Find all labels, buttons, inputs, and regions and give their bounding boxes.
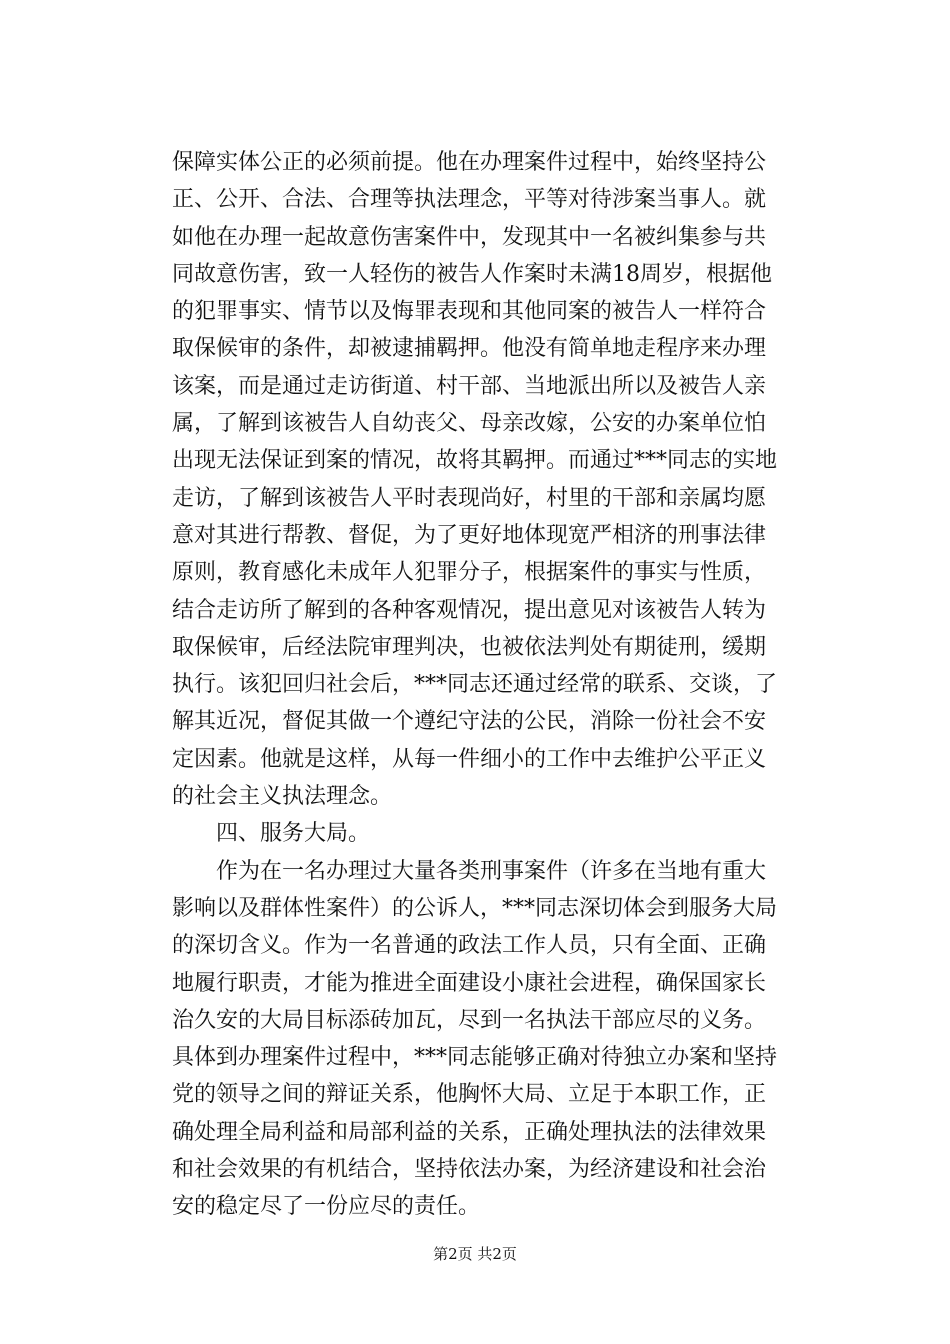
text-line: 正、公开、合法、合理等执法理念，平等对待涉案当事人。就: [172, 187, 767, 213]
text-line: 具体到办理案件过程中，***同志能够正确对待独立办案和坚持: [172, 1045, 778, 1071]
text-line: 执行。该犯回归社会后，***同志还通过经常的联系、交谈，了: [172, 672, 778, 698]
text-line: 同故意伤害，致一人轻伤的被告人作案时未满18周岁，根据他: [172, 261, 772, 287]
text-line: 的犯罪事实、情节以及悔罪表现和其他同案的被告人一样符合: [172, 299, 767, 325]
text-line: 的深切含义。作为一名普通的政法工作人员，只有全面、正确: [172, 933, 767, 959]
paragraph-serve-overall: [172, 853, 784, 1226]
text-line: 安的稳定尽了一份应尽的责任。: [172, 1194, 481, 1220]
paragraph-fair-justice: [172, 144, 784, 815]
text-line: 定因素。他就是这样，从每一件细小的工作中去维护公平正义: [172, 746, 767, 772]
text-line: 意对其进行帮教、督促，为了更好地体现宽严相济的刑事法律: [172, 522, 767, 548]
section-heading: 四、服务大局。: [216, 821, 371, 847]
text-line: 地履行职责，才能为推进全面建设小康社会进程，确保国家长: [172, 970, 767, 996]
text-line: 解其近况，督促其做一个遵纪守法的公民，消除一份社会不安: [172, 709, 767, 735]
page-number-footer: 第2页 共2页: [433, 1245, 517, 1263]
text-line: 作为在一名办理过大量各类刑事案件（许多在当地有重大: [216, 858, 767, 884]
text-line: 确处理全局利益和局部利益的关系，正确处理执法的法律效果: [172, 1119, 767, 1145]
text-line: 该案，而是通过走访街道、村干部、当地派出所以及被告人亲: [172, 373, 767, 399]
text-line: 结合走访所了解到的各种客观情况，提出意见对该被告人转为: [172, 597, 767, 623]
text-line: 保障实体公正的必须前提。他在办理案件过程中，始终坚持公: [172, 150, 767, 175]
text-line: 影响以及群体性案件）的公诉人，***同志深切体会到服务大局: [172, 895, 778, 921]
text-line: 的社会主义执法理念。: [172, 784, 393, 810]
text-line: 属，了解到该被告人自幼丧父、母亲改嫁，公安的办案单位怕: [172, 411, 767, 437]
text-line: 走访，了解到该被告人平时表现尚好，村里的干部和亲属均愿: [172, 485, 767, 511]
text-line: 出现无法保证到案的情况，故将其羁押。而通过***同志的实地: [172, 448, 778, 474]
document-body: [172, 144, 784, 1226]
text-line: 治久安的大局目标添砖加瓦，尽到一名执法干部应尽的义务。: [172, 1007, 767, 1033]
text-line: 取保候审的条件，却被逮捕羁押。他没有简单地走程序来办理: [172, 336, 767, 362]
text-line: 和社会效果的有机结合，坚持依法办案，为经济建设和社会治: [172, 1157, 767, 1183]
text-line: 如他在办理一起故意伤害案件中，发现其中一名被纠集参与共: [172, 224, 767, 250]
text-line: 党的领导之间的辩证关系，他胸怀大局、立足于本职工作，正: [172, 1082, 767, 1108]
text-line: 原则，教育感化未成年人犯罪分子，根据案件的事实与性质，: [172, 560, 767, 586]
text-line: 取保候审，后经法院审理判决，也被依法判处有期徒刑，缓期: [172, 634, 767, 660]
